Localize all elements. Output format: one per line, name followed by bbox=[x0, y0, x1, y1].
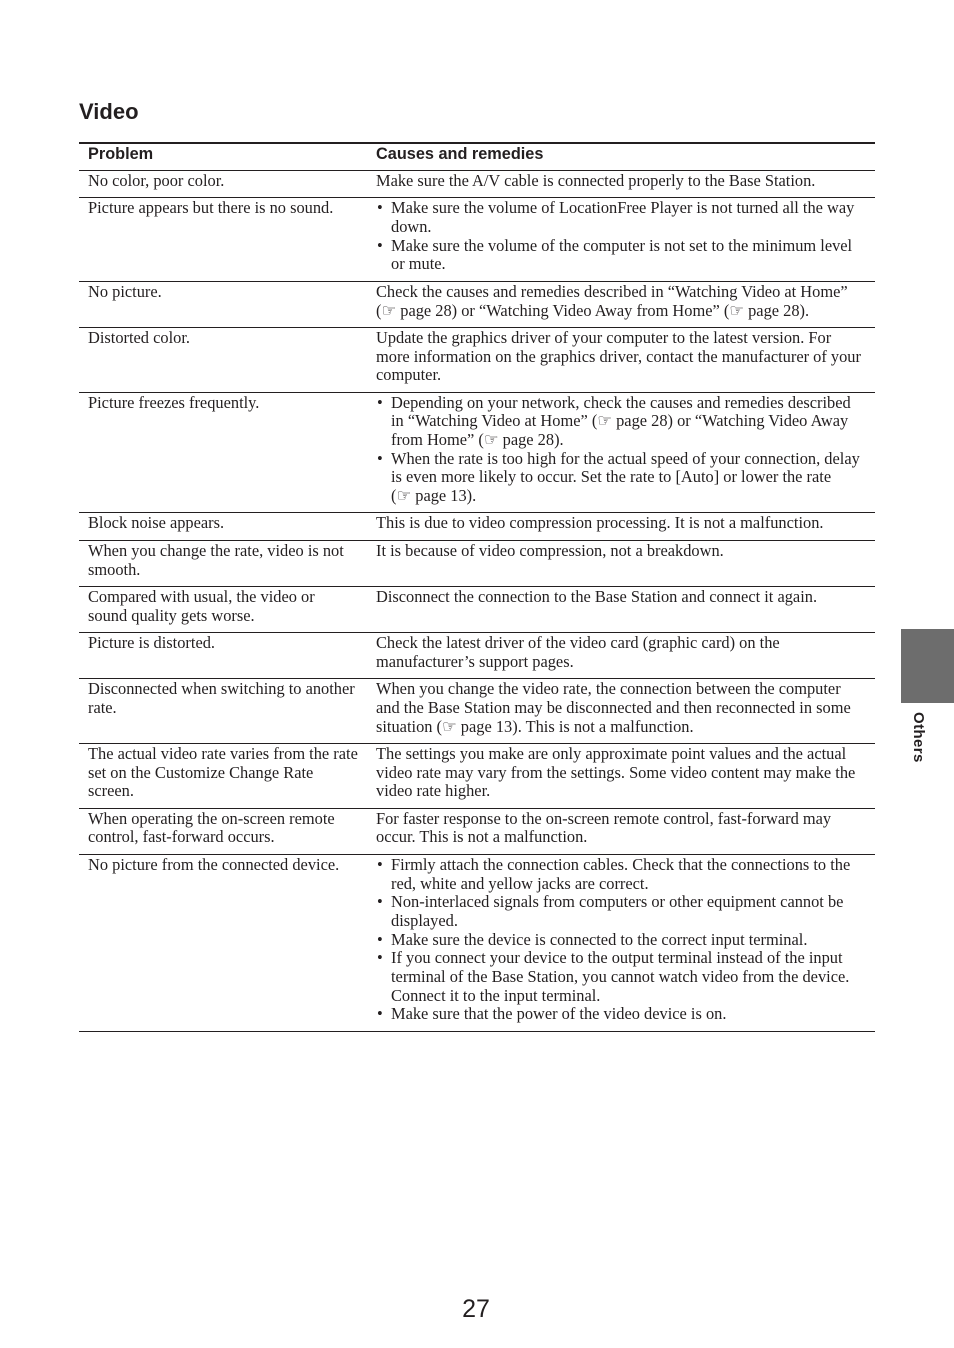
page-number: 27 bbox=[462, 1295, 490, 1323]
remedy-cell: Check the latest driver of the video card (graphic card) on the manufacturer’s support pages. bbox=[376, 633, 780, 671]
problem-cell: Picture freezes frequently. bbox=[88, 392, 260, 412]
table-row bbox=[79, 809, 875, 855]
remedy-list-item: • Make sure the volume of LocationFree Player is not turned all the way down. bbox=[376, 199, 875, 236]
side-index-tab bbox=[901, 629, 954, 703]
table-row bbox=[79, 198, 875, 281]
remedy-list bbox=[376, 394, 875, 506]
remedy-cell: Disconnect the connection to the Base Station and connect it again. bbox=[376, 587, 818, 607]
remedy-list bbox=[376, 199, 875, 274]
remedy-cell bbox=[367, 199, 875, 274]
table-row bbox=[79, 393, 875, 514]
table-row bbox=[79, 282, 875, 328]
remedy-list-item: • Depending on your network, check the causes and remedies described in “Watching Video at Home” (☞ page 28) or “Watching Video Away from Home” (☞ page 28). bbox=[376, 394, 875, 450]
remedy-list-item: • Firmly attach the connection cables. Check that the connections to the red, white and yellow jacks are correct. bbox=[376, 856, 875, 893]
header-problem: Problem bbox=[88, 145, 154, 163]
table-row bbox=[79, 328, 875, 393]
problem-cell: No color, poor color. bbox=[88, 171, 225, 190]
troubleshooting-table bbox=[79, 142, 875, 1032]
remedy-cell: The settings you make are only approximate point values and the actual video rate may vary from the settings. Some video content may make the video rate higher. bbox=[376, 744, 856, 801]
remedy-list-item: • If you connect your device to the output terminal instead of the input terminal of the Base Station, you cannot watch video from the device. Connect it to the input terminal. bbox=[376, 949, 875, 1005]
remedy-cell: When you change the video rate, the connection between the computer and the Base Station may be disconnected and then reconnected in some situation (☞ page 13). This is not a malfunction. bbox=[376, 679, 851, 736]
remedy-list-item: • When the rate is too high for the actual speed of your connection, delay is even more likely to occur. Set the rate to [Auto] or lower the rate (☞ page 13). bbox=[376, 450, 875, 506]
problem-cell: No picture. bbox=[88, 281, 162, 301]
remedy-cell: Check the causes and remedies described in “Watching Video at Home” (☞ page 28) or “Watching Video Away from Home” (☞ page 28). bbox=[376, 281, 848, 320]
remedy-cell bbox=[367, 856, 875, 1024]
side-tab-label: Others bbox=[910, 712, 927, 763]
table-row bbox=[79, 744, 875, 809]
remedy-list-item: • Make sure the device is connected to the correct input terminal. bbox=[376, 931, 875, 950]
problem-cell: Distorted color. bbox=[88, 327, 190, 347]
table-row bbox=[79, 541, 875, 587]
table-row bbox=[79, 587, 875, 633]
remedy-cell: For faster response to the on-screen remote control, fast-forward may occur. This is not a malfunction. bbox=[376, 808, 832, 847]
remedy-cell: It is because of video compression, not a breakdown. bbox=[376, 540, 724, 560]
problem-cell: Compared with usual, the video or sound quality gets worse. bbox=[88, 587, 315, 625]
remedy-list bbox=[376, 856, 875, 1024]
remedy-list-item: • Make sure that the power of the video device is on. bbox=[376, 1005, 875, 1024]
problem-cell: Picture appears but there is no sound. bbox=[88, 198, 334, 218]
table-row bbox=[79, 633, 875, 679]
problem-cell: When operating the on-screen remote control, fast-forward occurs. bbox=[88, 808, 335, 847]
problem-cell: Disconnected when switching to another rate. bbox=[88, 679, 355, 717]
remedy-list-item: • Make sure the volume of the computer is not set to the minimum level or mute. bbox=[376, 237, 875, 274]
remedy-cell: Update the graphics driver of your computer to the latest version. For more information on the graphics driver, contact the manufacturer of your computer. bbox=[376, 327, 861, 385]
table-row bbox=[79, 855, 875, 1032]
problem-cell: No picture from the connected device. bbox=[88, 854, 340, 874]
remedy-cell: This is due to video compression processing. It is not a malfunction. bbox=[376, 513, 824, 533]
remedy-list-item: • Non-interlaced signals from computers or other equipment cannot be displayed. bbox=[376, 893, 875, 930]
header-causes-and-remedies: Causes and remedies bbox=[376, 145, 544, 163]
remedy-cell bbox=[367, 394, 875, 506]
section-title: Video bbox=[79, 99, 139, 124]
problem-cell: The actual video rate varies from the rate set on the Customize Change Rate screen. bbox=[88, 744, 358, 801]
problem-cell: Block noise appears. bbox=[88, 513, 225, 533]
table-row bbox=[79, 513, 875, 540]
problem-cell: When you change the rate, video is not smooth. bbox=[88, 540, 344, 579]
remedy-cell: Make sure the A/V cable is connected properly to the Base Station. bbox=[376, 171, 816, 190]
problem-cell: Picture is distorted. bbox=[88, 633, 216, 653]
table-row bbox=[79, 171, 875, 198]
table-row bbox=[79, 679, 875, 744]
table-header-row bbox=[79, 142, 875, 171]
